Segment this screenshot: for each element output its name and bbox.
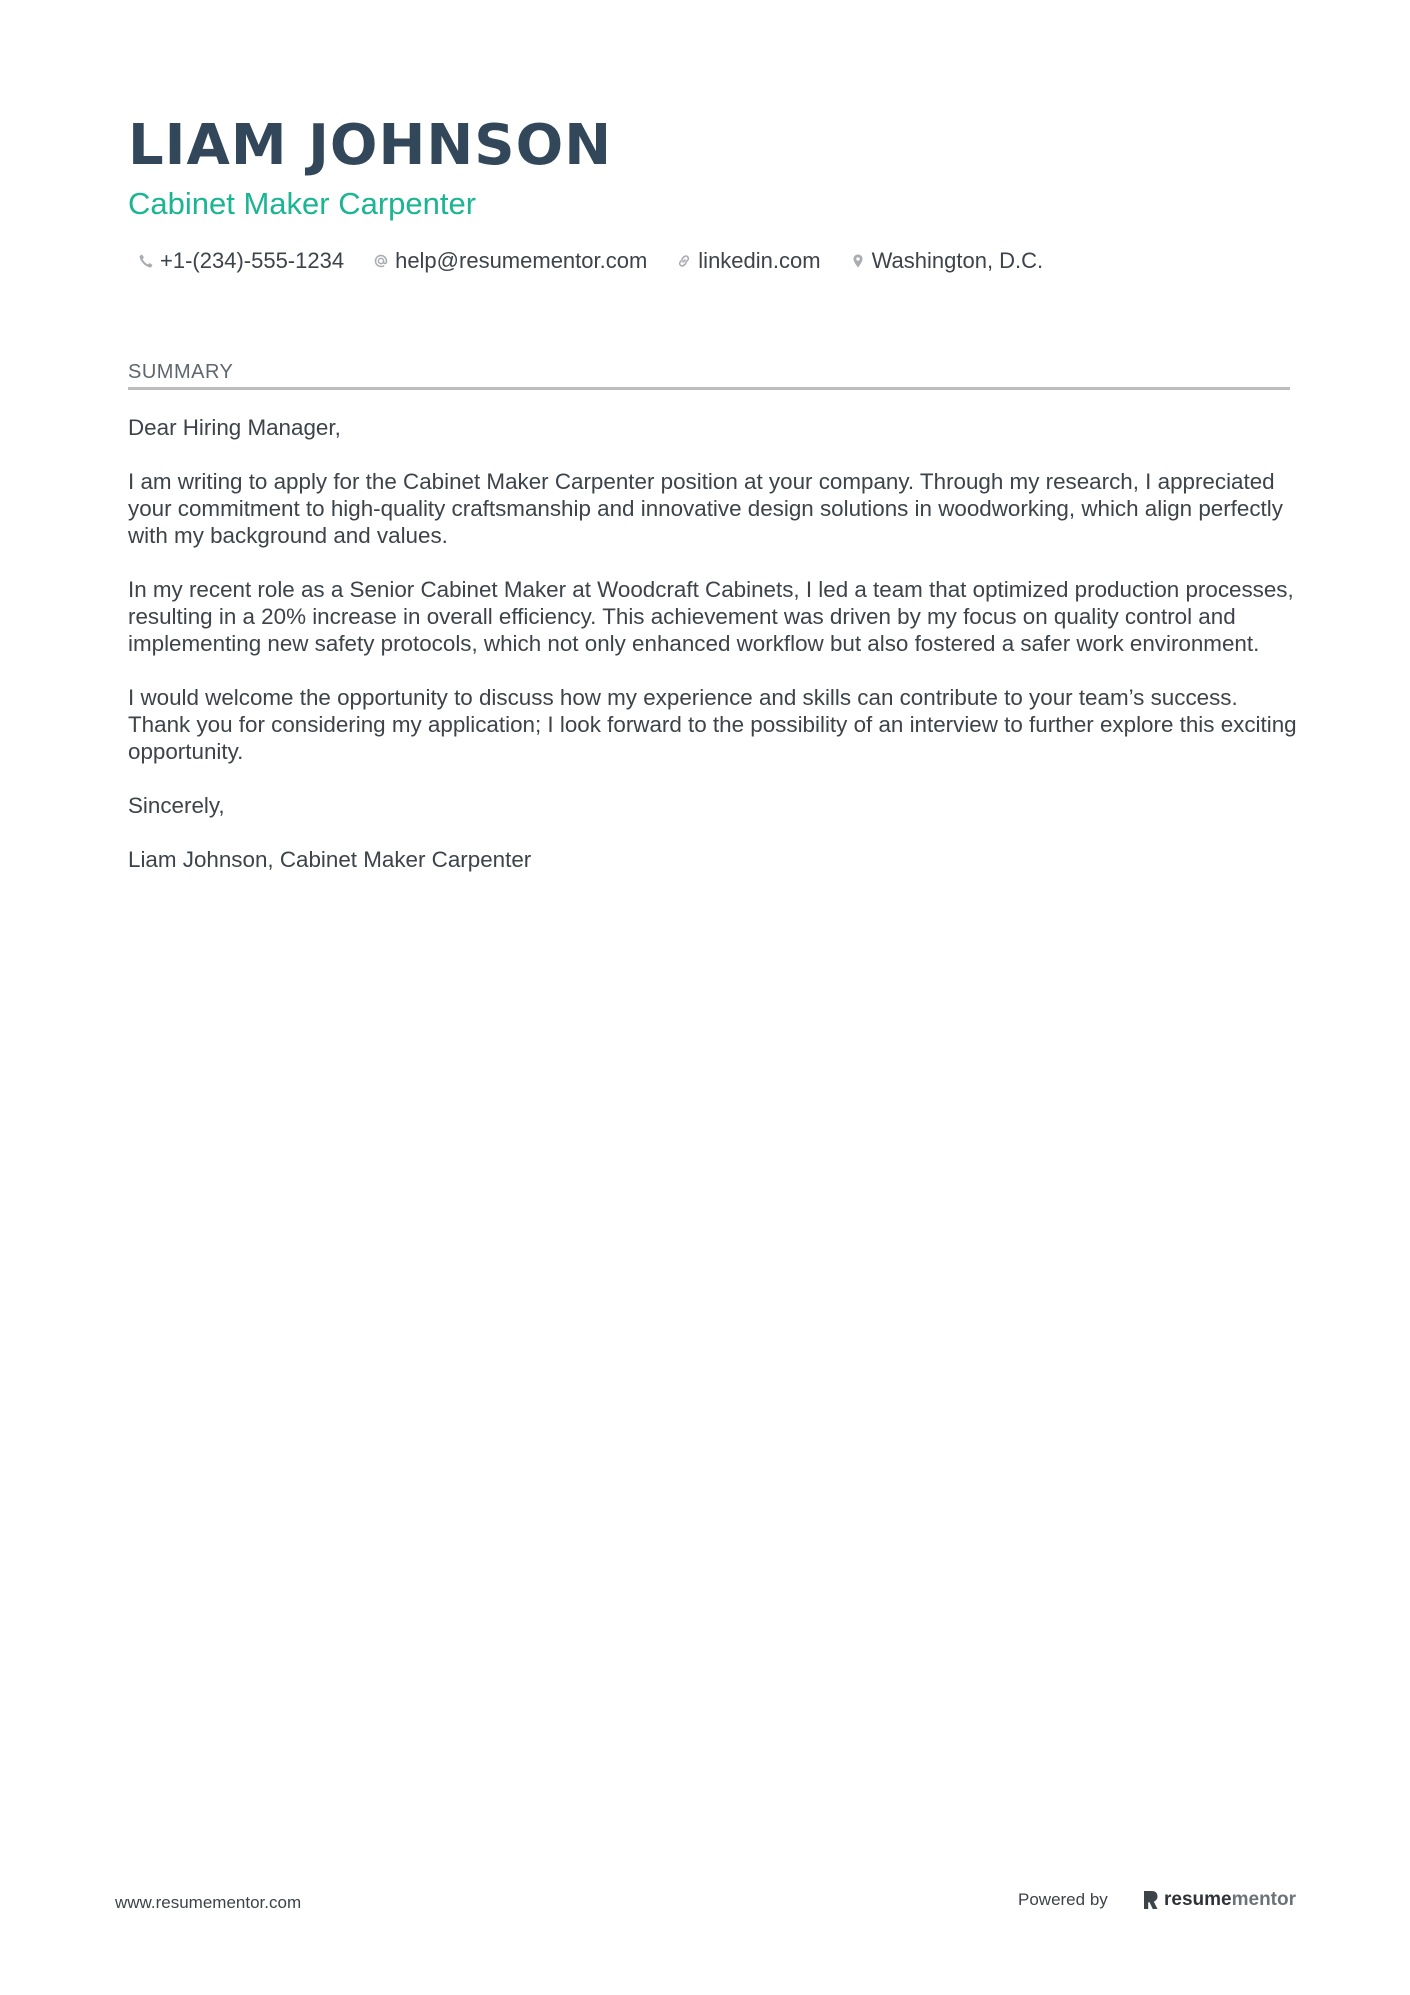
resumementor-logo-icon	[1142, 1889, 1160, 1911]
letter-signature: Liam Johnson, Cabinet Maker Carpenter	[128, 847, 532, 872]
contact-location	[848, 248, 1044, 274]
phone-icon	[136, 251, 156, 271]
footer-website-link[interactable]: www.resumementor.com	[115, 1893, 302, 1912]
letter-greeting: Dear Hiring Manager,	[128, 415, 341, 440]
letter-body	[128, 414, 1298, 900]
resumementor-logo[interactable]	[1142, 1886, 1296, 1914]
phone-text: +1-(234)-555-1234	[160, 248, 345, 273]
letter-paragraph-3: I would welcome the opportunity to discuss how my experience and skills can contribute to your team’s success. Thank you for considering my application; I look forward to the possibility of an interview to further explore this exciting opportunity.	[128, 685, 1297, 764]
summary-heading: SUMMARY	[128, 358, 1290, 390]
contact-bar	[136, 244, 1070, 278]
link-icon	[674, 251, 694, 271]
applicant-name: LIAM JOHNSON	[128, 113, 613, 178]
at-icon	[371, 251, 391, 271]
linkedin-text: linkedin.com	[698, 248, 821, 273]
job-title: Cabinet Maker Carpenter	[128, 186, 477, 221]
location-pin-icon	[848, 251, 868, 271]
contact-phone	[136, 248, 344, 274]
email-text: help@resumementor.com	[395, 248, 648, 273]
letter-paragraph-1: I am writing to apply for the Cabinet Maker Carpenter position at your company. Through my research, I appreciated your commitment to high-quality craftsmanship and innovative design solutions in woodworking, which align perfectly with my background and values.	[128, 469, 1283, 548]
powered-by-label: Powered by	[1018, 1890, 1108, 1909]
brand-name-part2: mentor	[1231, 1889, 1297, 1910]
contact-email	[371, 248, 647, 274]
letter-closing: Sincerely,	[128, 793, 225, 818]
brand-name-part1: resume	[1164, 1889, 1232, 1910]
contact-linkedin	[674, 248, 820, 274]
location-text: Washington, D.C.	[871, 248, 1044, 273]
letter-paragraph-2: In my recent role as a Senior Cabinet Maker at Woodcraft Cabinets, I led a team that optimized production processes, resulting in a 20% increase in overall efficiency. This achievement was driven by my focus on quality control and implementing new safety protocols, which not only enhanced workflow but also fostered a safer work environment.	[128, 577, 1294, 656]
